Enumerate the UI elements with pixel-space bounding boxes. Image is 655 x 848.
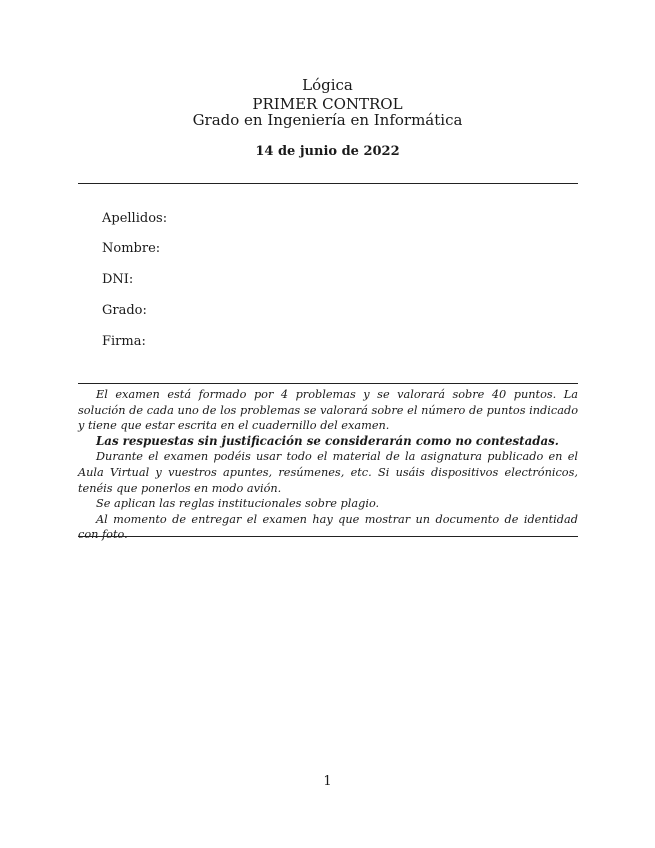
exam-date: 14 de junio de 2022 <box>255 144 400 159</box>
degree-title: Grado en Ingeniería en Informática <box>192 111 463 129</box>
instruction-paragraph: Al momento de entregar el examen hay que mostrar un documento de identidad con foto. <box>78 512 578 542</box>
surname-field-label: Apellidos: <box>102 211 168 226</box>
dni-field-label: DNI: <box>102 272 134 287</box>
instruction-paragraph: Se aplican las reglas institucionales sobre plagio. <box>96 497 380 511</box>
top-rule <box>78 183 578 184</box>
degree-field-label: Grado: <box>102 303 147 318</box>
instructions-top-rule <box>78 383 578 384</box>
justification-warning: Las respuestas sin justificación se considerarán como no contestadas. <box>96 433 559 448</box>
subject-title: Lógica <box>302 76 353 94</box>
instruction-paragraph: Durante el examen podéis usar todo el material de la asignatura publicado en el Aula Virtual y vuestros apuntes, resúmenes, etc. Si usáis dispositivos electrónicos, tenéis que ponerlos en modo avión. <box>78 450 578 495</box>
instruction-paragraph: El examen está formado por 4 problemas y se valorará sobre 40 puntos. La solución de cada uno de los problemas se valorará sobre el número de puntos indicado y tiene que estar escrita en el cuadernillo del examen. <box>78 388 578 433</box>
signature-field-label: Firma: <box>102 334 146 349</box>
instructions-bottom-rule <box>78 536 578 537</box>
instructions-block <box>78 387 578 543</box>
page-number: 1 <box>323 774 332 789</box>
name-field-label: Nombre: <box>102 241 161 256</box>
exam-title: PRIMER CONTROL <box>252 95 403 113</box>
